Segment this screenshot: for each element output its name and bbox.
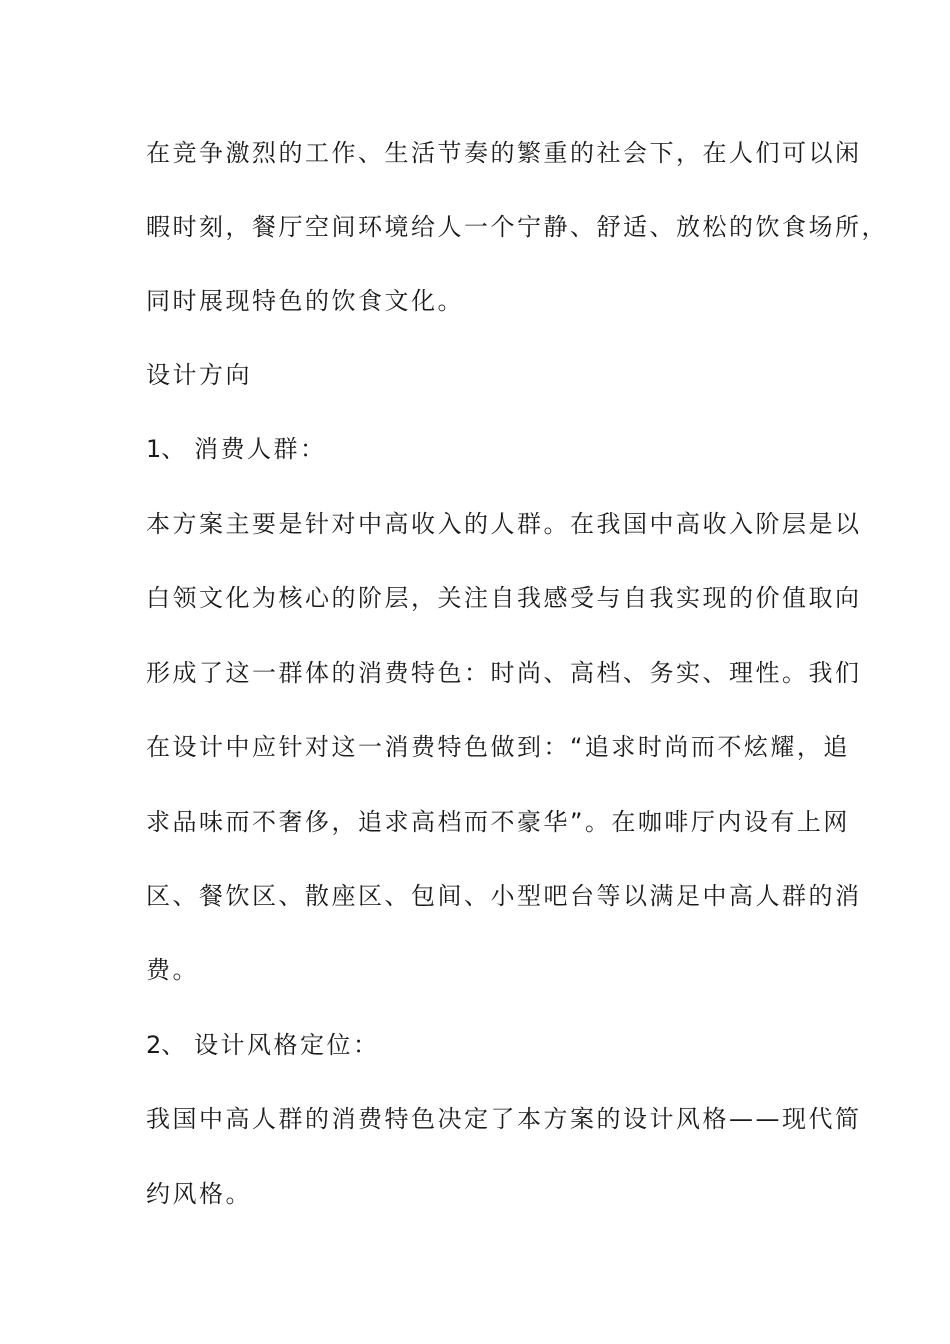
paragraph-1-line-1: 在竞争激烈的工作、生活节奏的繁重的社会下，在人们可以闲 [146,139,862,167]
paragraph-3-line-2: 约风格。 [146,1180,252,1208]
paragraph-2-line-3: 形成了这一群体的消费特色：时尚、高档、务实、理性。我们 [146,659,862,687]
section-heading: 设计方向 [146,361,252,389]
paragraph-2-line-4: 在设计中应针对这一消费特色做到：“追求时尚而不炫耀，追 [146,733,850,761]
paragraph-3-line-1: 我国中高人群的消费特色决定了本方案的设计风格——现代简 [146,1105,862,1133]
paragraph-2-line-7: 费。 [146,956,199,984]
list-item-1-title: 消费人群： [194,435,327,463]
paragraph-2-line-6: 区、餐饮区、散座区、包间、小型吧台等以满足中高人群的消 [146,882,862,910]
paragraph-1-line-2: 暇时刻，餐厅空间环境给人一个宁静、舒适、放松的饮食场所， [146,213,888,241]
list-item-1-number: 1、 [146,435,186,463]
list-item-1-heading [146,434,826,464]
list-item-2-number: 2、 [146,1031,186,1059]
paragraph-2-line-2: 白领文化为核心的阶层，关注自我感受与自我实现的价值取向 [146,584,862,612]
list-item-2-title: 设计风格定位： [194,1031,380,1059]
list-item-2-heading [146,1030,826,1060]
paragraph-2-line-5: 求品味而不奢侈，追求高档而不豪华”。在咖啡厅内设有上网 [146,808,850,836]
paragraph-2-line-1: 本方案主要是针对中高收入的人群。在我国中高收入阶层是以 [146,510,862,538]
paragraph-1-line-3: 同时展现特色的饮食文化。 [146,287,464,315]
